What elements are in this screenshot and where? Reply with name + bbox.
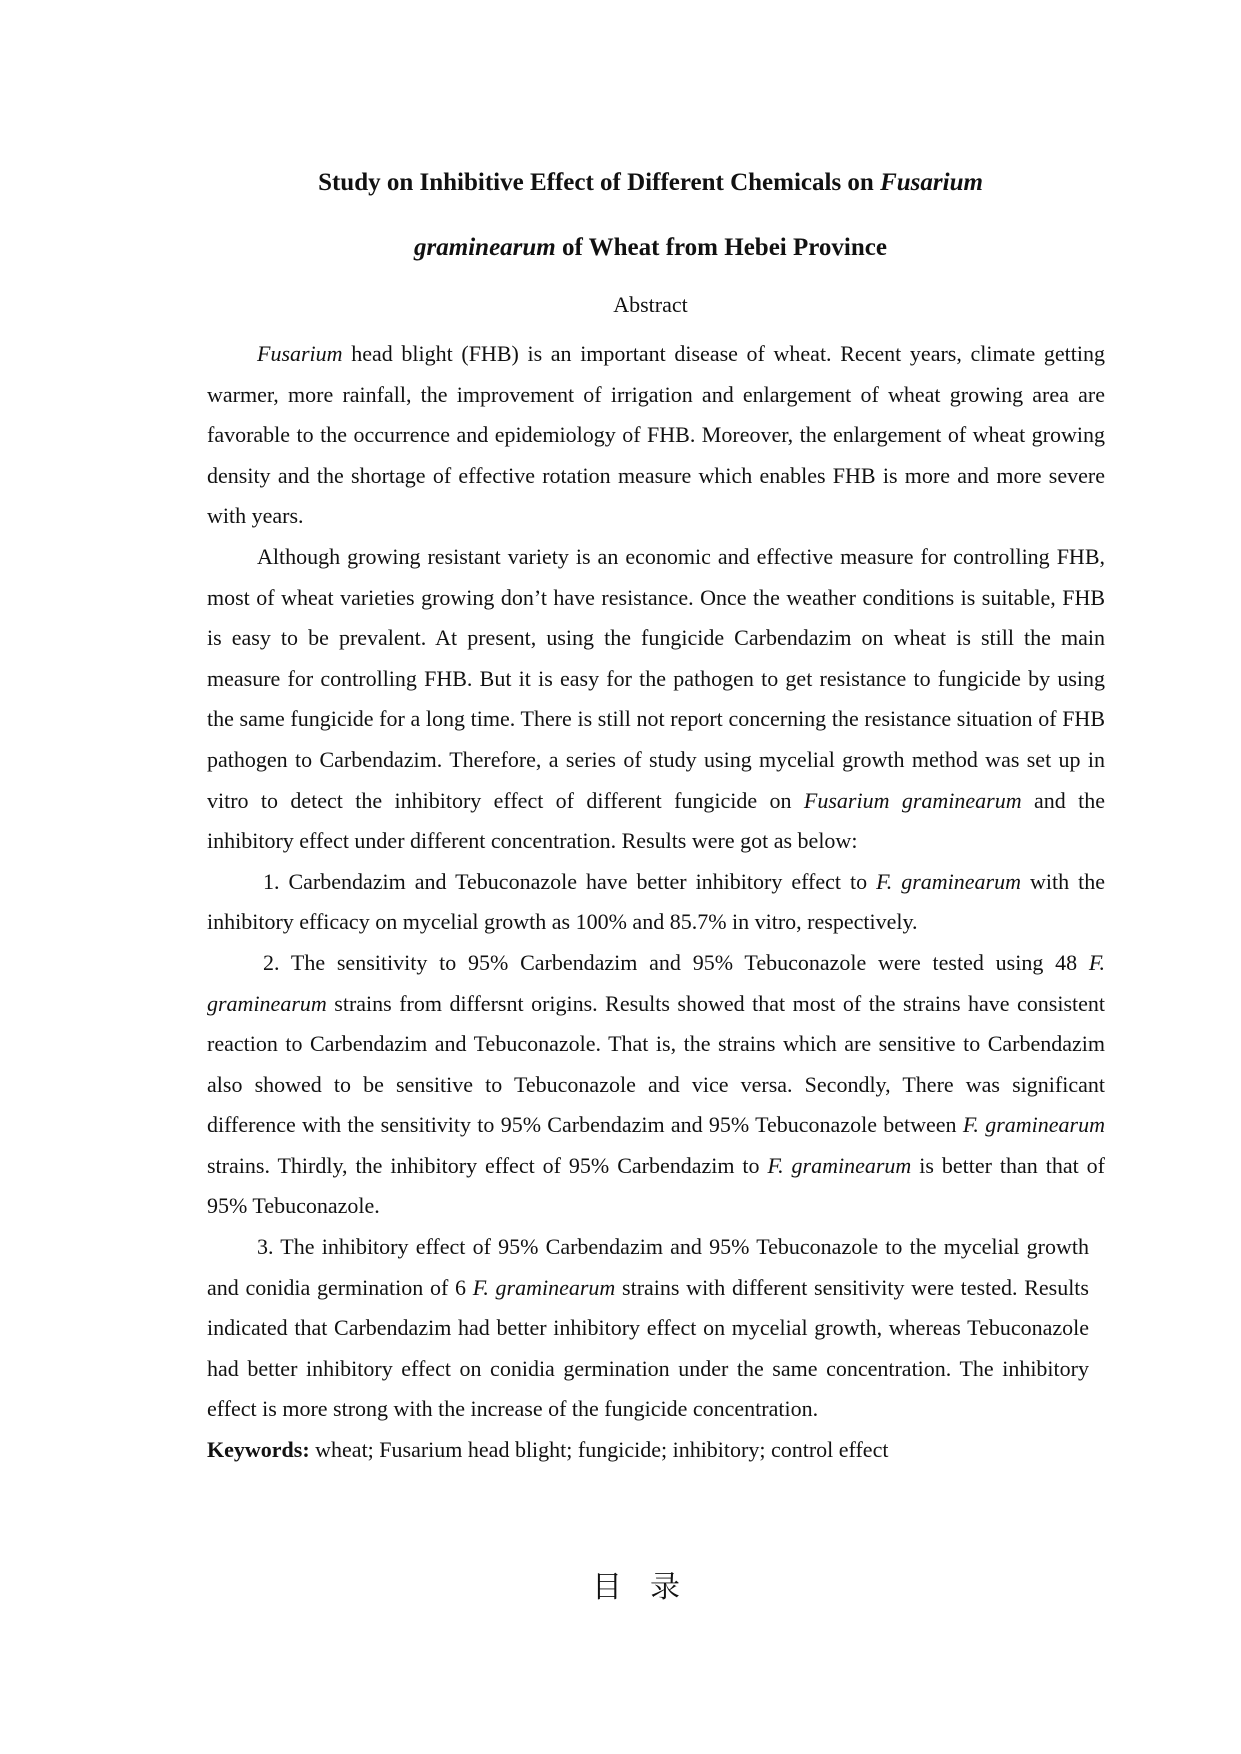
abstract-heading: Abstract [613, 292, 688, 317]
abstract-paragraph-2 [207, 537, 1105, 862]
paragraph-text: strains. Thirdly, the inhibitory effect of 95% Carbendazim to [207, 1152, 768, 1178]
keywords-label: Keywords: [207, 1437, 310, 1463]
table-of-contents-heading: 目录 [592, 1570, 708, 1605]
italic-term: F. graminearum [207, 949, 1105, 1016]
abstract-result-2 [207, 943, 1105, 1227]
abstract-body [207, 334, 1105, 1471]
paragraph-text: with the inhibitory efficacy on mycelial growth as 100% and 85.7% in vitro, respectively. [207, 868, 1105, 935]
abstract-result-3 [207, 1227, 1089, 1430]
title-text-prefix: Study on Inhibitive Effect of Different Chemicals on [318, 169, 881, 196]
paragraph-text: 1. Carbendazim and Tebuconazole have better inhibitory effect to [263, 868, 877, 894]
title-italic-species: graminearum [414, 234, 556, 261]
keywords-line [207, 1430, 1105, 1471]
keywords-text: wheat; Fusarium head blight; fungicide; inhibitory; control effect [309, 1437, 889, 1463]
paragraph-text: and the inhibitory effect under different concentration. Results were got as below: [207, 787, 1105, 854]
paper-title-line-1 [180, 166, 1121, 200]
italic-term: F. graminearum [876, 868, 1021, 894]
abstract-paragraph-1 [207, 334, 1105, 537]
italic-term: F. graminearum [472, 1274, 616, 1300]
paragraph-text: 3. The inhibitory effect of 95% Carbendazim and 95% Tebuconazole to the mycelial growth and conidia germination of 6 [207, 1234, 1089, 1300]
title-text-suffix: of Wheat from Hebei Province [555, 234, 887, 261]
paragraph-text: head blight (FHB) is an important disease of wheat. Recent years, climate getting warmer, more rainfall, the improvement of irrigation and enlargement of wheat growing area are favorable to the occurrence and epidemiology of FHB. Moreover, the enlargement of wheat growing density and the shortage of effective rotation measure which enables FHB is more and more severe with years. [207, 341, 1105, 529]
abstract-result-1 [207, 862, 1105, 943]
italic-term: Fusarium [257, 341, 343, 366]
paragraph-text: strains from differsnt origins. Results showed that most of the strains have consistent reaction to Carbendazim and Tebuconazole. That is, the strains which are sensitive to Carbendazim also showed to be sensitive to Tebuconazole and vice versa. Secondly, There was significant difference with the sensitivity to 95% Carbendazim and 95% Tebuconazole between [207, 990, 1105, 1138]
paragraph-text: strains with different sensitivity were tested. Results indicated that Carbendazim had better inhibitory effect on mycelial growth, whereas Tebuconazole had better inhibitory effect on conidia germination under the same concentration. The inhibitory effect is more strong with the increase of the fungicide concentration. [207, 1274, 1089, 1422]
paragraph-text: Although growing resistant variety is an economic and effective measure for controlling FHB, most of wheat varieties growing don’t have resistance. Once the weather conditions is suitable, FHB is easy to be prevalent. At present, using the fungicide Carbendazim on wheat is still the main measure for controlling FHB. But it is easy for the pathogen to get resistance to fungicide by using the same fungicide for a long time. There is still not report concerning the resistance situation of FHB pathogen to Carbendazim. Therefore, a series of study using mycelial growth method was set up in vitro to detect the inhibitory effect of different fungicide on [207, 543, 1105, 813]
paper-title-line-2 [180, 231, 1121, 265]
italic-term: F. graminearum [962, 1112, 1105, 1138]
paragraph-text: 2. The sensitivity to 95% Carbendazim and 95% Tebuconazole were tested using 48 [263, 949, 1089, 975]
italic-term: Fusarium graminearum [803, 787, 1022, 813]
italic-term: F. graminearum [767, 1152, 912, 1178]
paragraph-text: is better than that of 95% Tebuconazole. [207, 1152, 1105, 1219]
title-italic-genus: Fusarium [880, 169, 983, 196]
